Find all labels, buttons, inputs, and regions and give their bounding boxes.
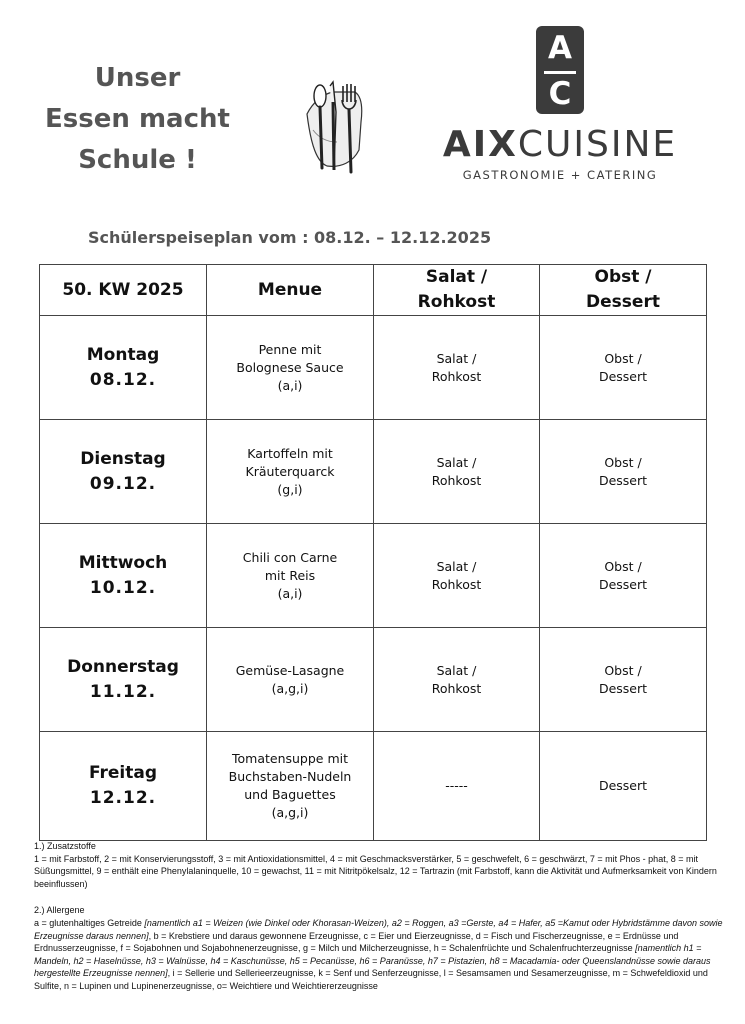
day-cell — [40, 628, 207, 732]
allergens-text — [34, 917, 724, 993]
menu-cell — [207, 732, 374, 841]
salad-cell — [374, 316, 540, 420]
menu-line: Kartoffeln mit — [247, 445, 333, 461]
menu-line: Kräuterquarck — [245, 463, 335, 479]
menu-line: mit Reis — [264, 567, 316, 583]
menu-line: Tomatensuppe mit — [231, 751, 349, 766]
header-menu-label: Menue — [257, 279, 323, 300]
salad-line: Salat / — [436, 454, 477, 470]
menu-cell — [207, 316, 374, 420]
menu-line: Bolognese Sauce — [236, 359, 344, 375]
day-date: 10.12. — [89, 577, 157, 598]
menu-cell — [207, 524, 374, 628]
slogan-line-3: Schule ! — [78, 145, 197, 175]
header-dessert-line-2: Dessert — [586, 292, 660, 312]
menu-allergens: (a,g,i) — [271, 680, 309, 696]
salad-line: Rohkost — [431, 472, 482, 488]
dessert-line: Obst / — [604, 662, 642, 678]
brand-name-regular: CUISINE — [517, 124, 678, 165]
logo-divider — [544, 71, 576, 74]
dessert-line: Dessert — [598, 368, 648, 384]
day-cell — [40, 524, 207, 628]
menu-line: Buchstaben-Nudeln — [228, 769, 352, 784]
header-salad-line-2: Rohkost — [417, 292, 496, 312]
day-cell — [40, 732, 207, 841]
day-date: 08.12. — [89, 369, 157, 390]
salad-cell — [374, 524, 540, 628]
day-name: Donnerstag — [67, 656, 179, 677]
header-menu — [207, 265, 374, 316]
slogan — [30, 58, 245, 181]
brand-name — [432, 125, 688, 165]
menu-allergens: (a,g,i) — [271, 805, 309, 820]
dessert-line: Obst / — [604, 558, 642, 574]
dessert-line: Dessert — [598, 472, 648, 488]
slogan-line-2: Essen macht — [45, 104, 230, 134]
menu-allergens: (a,i) — [277, 585, 303, 601]
dessert-cell — [540, 316, 707, 420]
day-name: Freitag — [88, 763, 158, 783]
table-row — [40, 732, 707, 841]
logo-mark — [536, 26, 584, 114]
salad-line: Rohkost — [431, 576, 482, 592]
dessert-cell — [540, 628, 707, 732]
dessert-line: Dessert — [598, 778, 648, 793]
dessert-line: Obst / — [604, 454, 642, 470]
slogan-line-1: Unser — [94, 63, 181, 93]
salad-cell — [374, 420, 540, 524]
day-cell — [40, 420, 207, 524]
header-dessert-line-1: Obst / — [594, 267, 652, 287]
allergen-h-detail: [namentlich h1 = Mandeln, h2 = Haselnüsse, h3 = Walnüsse, h4 = Kaschunüsse, h5 = Pecanüsse, h6 = Paranüsse, h7 = Pistazien, h8 = Macadamia- oder Queenslandnüsse sowie daraus hergestellte Erzeugnisse nennen] — [34, 943, 711, 979]
day-date: 09.12. — [89, 473, 157, 494]
header-salad-line-1: Salat / — [425, 267, 488, 287]
header-dessert — [540, 265, 707, 316]
menu-table — [39, 264, 707, 841]
dessert-cell — [540, 420, 707, 524]
menu-allergens: (g,i) — [277, 481, 303, 497]
brand-tagline: GASTRONOMIE + CATERING — [462, 168, 658, 182]
salad-line: Salat / — [436, 350, 477, 366]
header-salad — [374, 265, 540, 316]
menu-line: und Baguettes — [244, 787, 336, 802]
dessert-line: Obst / — [604, 350, 642, 366]
brand-name-bold: AIX — [442, 124, 518, 165]
header-week-label: 50. KW 2025 — [62, 279, 184, 300]
additives-text: 1 = mit Farbstoff, 2 = mit Konservierungsstoff, 3 = mit Antioxidationsmittel, 4 = mit Geschmacksverstärker, 5 = geschwefelt, 6 = geschwärzt, 7 = mit Phos - phat, 8 = mit Süßungsmittel, 9 = enthält eine Phenylalaninquelle, 10 = gewachst, 11 = mit Nitritpökelsalz, 12 = Tartrazin (mit Farbstoff, kann die Aktivität und Aufmerksamkeit von Kindern beeinflussen) — [34, 853, 717, 889]
salad-cell — [374, 628, 540, 732]
spacer — [34, 890, 724, 904]
salad-line: Salat / — [436, 662, 477, 678]
day-date: 12.12. — [89, 788, 157, 808]
allergens-b-to-h: , b = Krebstiere und daraus gewonnene Erzeugnisse, c = Eier und Eierzeugnisse, d = Fisch und Fischerzeugnisse, e = Erdnüsse und Erdnusserzeugnisse, f = Sojabohnen und Sojabohnenerzeugnisse, g = Milch und Milcherzeugnisse, h = Schalenfrüchte und Schalenfruchterzeugnisse — [34, 930, 679, 954]
salad-line: Salat / — [436, 558, 477, 574]
menu-line: Chili con Carne — [242, 549, 338, 565]
menu-cell — [207, 628, 374, 732]
table-row — [40, 316, 707, 420]
plan-title: Schülerspeiseplan vom : 08.12. – 12.12.2025 — [88, 228, 492, 247]
dessert-cell — [540, 524, 707, 628]
salad-line: Rohkost — [431, 368, 482, 384]
table-header-row — [40, 265, 707, 316]
dessert-line: Dessert — [598, 680, 648, 696]
menu-line: Gemüse-Lasagne — [235, 662, 345, 678]
salad-cell — [374, 732, 540, 841]
dessert-cell — [540, 732, 707, 841]
cutlery-icon — [303, 72, 369, 176]
day-date: 11.12. — [89, 681, 157, 702]
allergens-rest: , i = Sellerie und Sellerieerzeugnisse, k = Senf und Senferzeugnisse, l = Sesamsamen und Sesamerzeugnisse, m = Schwefeldioxid und Sulfite, n = Lupinen und Lupinenerzeugnisse, o= Weichtiere und Weichtiererzeugnisse — [34, 968, 708, 991]
allergens-title: 2.) Allergene — [34, 905, 85, 916]
day-name: Montag — [86, 344, 160, 365]
header-week — [40, 265, 207, 316]
table-row — [40, 420, 707, 524]
menu-cell — [207, 420, 374, 524]
table-row — [40, 524, 707, 628]
allergen-a-detail: [namentlich a1 = Weizen (wie Dinkel oder Khorasan-Weizen), a2 = Roggen, a3 =Gerste, a4 = Hafer, a5 =Kamut oder Hybridstämme davon sowie Erzeugnisse daraus nennen] — [34, 917, 723, 941]
table-row — [40, 628, 707, 732]
salad-line: ----- — [445, 778, 468, 793]
day-name: Mittwoch — [78, 552, 168, 573]
dessert-line: Dessert — [598, 576, 648, 592]
menu-allergens: (a,i) — [277, 377, 303, 393]
additives-title: 1.) Zusatzstoffe — [34, 841, 96, 851]
footnotes — [34, 840, 724, 993]
salad-line: Rohkost — [431, 680, 482, 696]
menu-line: Penne mit — [258, 341, 322, 357]
allergen-a: a = glutenhaltiges Getreide — [34, 917, 145, 928]
day-name: Dienstag — [80, 448, 166, 469]
logo-letter-top: A — [548, 30, 572, 66]
day-cell — [40, 316, 207, 420]
logo-letter-bottom: C — [548, 76, 572, 112]
